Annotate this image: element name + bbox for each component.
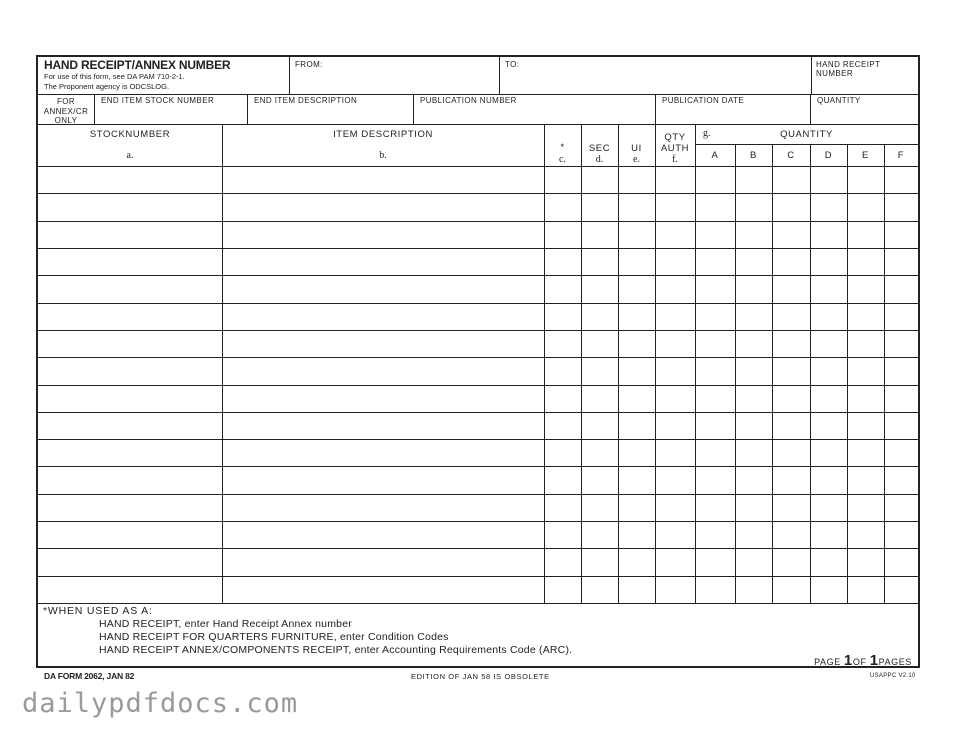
qty-f-cell[interactable]	[887, 223, 915, 246]
page-indicator: PAGE 1OF 1PAGES	[814, 652, 912, 669]
edition-note: EDITION OF JAN 58 IS OBSOLETE	[411, 672, 550, 681]
stock-number-cell[interactable]	[41, 414, 219, 437]
sec-cell[interactable]	[584, 359, 615, 382]
item-description-cell[interactable]	[225, 550, 541, 573]
star-header: *	[560, 142, 565, 153]
qty-f-cell[interactable]	[887, 387, 915, 410]
quantity-g-sub: g.	[703, 128, 711, 139]
ui-cell[interactable]	[621, 277, 652, 300]
ui-cell[interactable]	[621, 305, 652, 328]
qty-auth-cell[interactable]	[658, 359, 692, 382]
table-row	[38, 275, 918, 302]
qty-c-cell[interactable]	[775, 578, 807, 601]
qty-auth-cell[interactable]	[658, 250, 692, 273]
ui-cell[interactable]	[621, 195, 652, 218]
qty-f-cell[interactable]	[887, 168, 915, 191]
qty-b-cell[interactable]	[738, 332, 769, 355]
qty-c-cell[interactable]	[775, 332, 807, 355]
table-row	[38, 494, 918, 521]
stock-number-cell[interactable]	[41, 223, 219, 246]
qty-b-cell[interactable]	[738, 523, 769, 546]
sec-cell[interactable]	[584, 332, 615, 355]
star-cell[interactable]	[547, 250, 578, 273]
qty-d-cell[interactable]	[813, 250, 844, 273]
use-note: For use of this form, see DA PAM 710-2-1.	[44, 72, 185, 81]
qty-f-cell[interactable]	[887, 195, 915, 218]
item-description-cell[interactable]	[225, 414, 541, 437]
qty-d-cell[interactable]	[813, 223, 844, 246]
qty-auth-sub: f.	[672, 154, 678, 165]
stock-number-cell[interactable]	[41, 359, 219, 382]
qty-e-cell[interactable]	[850, 578, 881, 601]
from-field[interactable]	[294, 69, 498, 91]
sec-cell[interactable]	[584, 441, 615, 464]
ui-cell[interactable]	[621, 496, 652, 519]
item-description-header: ITEM DESCRIPTION	[333, 129, 433, 140]
qty-c-cell[interactable]	[775, 277, 807, 300]
proponent-note: The Proponent agency is ODCSLOG.	[44, 82, 170, 91]
table-row	[38, 330, 918, 357]
qty-a-cell[interactable]	[698, 223, 732, 246]
sec-cell[interactable]	[584, 223, 615, 246]
stock-number-sub: a.	[126, 150, 134, 161]
table-row	[38, 166, 918, 193]
ui-header: UI	[631, 143, 642, 154]
item-description-cell[interactable]	[225, 359, 541, 382]
page-total[interactable]: 1	[869, 652, 879, 669]
qty-e-cell[interactable]	[850, 441, 881, 464]
qty-f-cell[interactable]	[887, 305, 915, 328]
quantity-col-e: E	[862, 150, 869, 161]
table-row	[38, 248, 918, 275]
star-cell[interactable]	[547, 332, 578, 355]
sec-sub: d.	[595, 154, 604, 165]
qty-e-cell[interactable]	[850, 414, 881, 437]
qty-d-cell[interactable]	[813, 468, 844, 491]
item-description-cell[interactable]	[225, 496, 541, 519]
star-cell[interactable]	[547, 468, 578, 491]
sec-cell[interactable]	[584, 305, 615, 328]
qty-e-cell[interactable]	[850, 277, 881, 300]
stock-number-cell[interactable]	[41, 387, 219, 410]
qty-b-cell[interactable]	[738, 305, 769, 328]
to-field[interactable]	[504, 69, 810, 91]
qty-e-cell[interactable]	[850, 550, 881, 573]
table-row	[38, 521, 918, 548]
qty-f-cell[interactable]	[887, 414, 915, 437]
qty-c-cell[interactable]	[775, 168, 807, 191]
star-cell[interactable]	[547, 441, 578, 464]
qty-a-cell[interactable]	[698, 441, 732, 464]
qty-a-cell[interactable]	[698, 550, 732, 573]
quantity-header: QUANTITY	[780, 129, 833, 140]
table-row	[38, 221, 918, 248]
qty-e-cell[interactable]	[850, 468, 881, 491]
table-row	[38, 466, 918, 493]
qty-d-cell[interactable]	[813, 414, 844, 437]
qty-b-cell[interactable]	[738, 277, 769, 300]
qty-b-cell[interactable]	[738, 550, 769, 573]
sec-cell[interactable]	[584, 468, 615, 491]
qty-f-cell[interactable]	[887, 277, 915, 300]
when-used-label: *WHEN USED AS A:	[43, 605, 153, 617]
qty-f-cell[interactable]	[887, 359, 915, 382]
stock-number-cell[interactable]	[41, 496, 219, 519]
qty-auth-cell[interactable]	[658, 496, 692, 519]
quantity-col-f: F	[897, 150, 905, 161]
item-description-cell[interactable]	[225, 305, 541, 328]
qty-auth-header: QTY AUTH	[660, 132, 690, 154]
table-row	[38, 412, 918, 439]
form-title: HAND RECEIPT/ANNEX NUMBER	[44, 58, 231, 72]
qty-b-cell[interactable]	[738, 195, 769, 218]
hand-receipt-number-field[interactable]	[814, 79, 914, 93]
watermark: dailypdfdocs.com	[22, 688, 299, 719]
qty-a-cell[interactable]	[698, 468, 732, 491]
version-label: USAPPC V2.10	[870, 673, 916, 679]
qty-a-cell[interactable]	[698, 332, 732, 355]
star-cell[interactable]	[547, 496, 578, 519]
star-cell[interactable]	[547, 414, 578, 437]
star-cell[interactable]	[547, 359, 578, 382]
qty-auth-cell[interactable]	[658, 332, 692, 355]
qty-f-cell[interactable]	[887, 523, 915, 546]
qty-d-cell[interactable]	[813, 496, 844, 519]
sec-cell[interactable]	[584, 550, 615, 573]
qty-auth-cell[interactable]	[658, 387, 692, 410]
stock-number-cell[interactable]	[41, 578, 219, 601]
qty-f-cell[interactable]	[887, 578, 915, 601]
quantity-col-d: D	[824, 150, 833, 161]
sec-cell[interactable]	[584, 168, 615, 191]
ui-cell[interactable]	[621, 441, 652, 464]
qty-e-cell[interactable]	[850, 332, 881, 355]
qty-b-cell[interactable]	[738, 578, 769, 601]
ui-cell[interactable]	[621, 468, 652, 491]
qty-a-cell[interactable]	[698, 387, 732, 410]
qty-auth-cell[interactable]	[658, 578, 692, 601]
qty-a-cell[interactable]	[698, 195, 732, 218]
qty-e-cell[interactable]	[850, 250, 881, 273]
star-cell[interactable]	[547, 223, 578, 246]
item-rows	[38, 166, 918, 603]
qty-auth-cell[interactable]	[658, 277, 692, 300]
qty-d-cell[interactable]	[813, 332, 844, 355]
ui-cell[interactable]	[621, 168, 652, 191]
star-cell[interactable]	[547, 578, 578, 601]
sec-cell[interactable]	[584, 523, 615, 546]
item-description-cell[interactable]	[225, 223, 541, 246]
qty-auth-cell[interactable]	[658, 468, 692, 491]
qty-b-cell[interactable]	[738, 387, 769, 410]
table-row	[38, 385, 918, 412]
qty-a-cell[interactable]	[698, 578, 732, 601]
qty-f-cell[interactable]	[887, 496, 915, 519]
item-description-cell[interactable]	[225, 387, 541, 410]
hand-receipt-form	[36, 55, 920, 668]
table-row	[38, 439, 918, 466]
qty-a-cell[interactable]	[698, 414, 732, 437]
qty-a-cell[interactable]	[698, 496, 732, 519]
qty-b-cell[interactable]	[738, 496, 769, 519]
ui-cell[interactable]	[621, 223, 652, 246]
qty-e-cell[interactable]	[850, 195, 881, 218]
sec-cell[interactable]	[584, 496, 615, 519]
qty-c-cell[interactable]	[775, 523, 807, 546]
qty-c-cell[interactable]	[775, 496, 807, 519]
qty-e-cell[interactable]	[850, 387, 881, 410]
star-cell[interactable]	[547, 550, 578, 573]
qty-e-cell[interactable]	[850, 305, 881, 328]
item-description-sub: b.	[379, 150, 387, 161]
stock-number-cell[interactable]	[41, 195, 219, 218]
qty-b-cell[interactable]	[738, 468, 769, 491]
qty-d-cell[interactable]	[813, 441, 844, 464]
end-item-description-label: END ITEM DESCRIPTION	[254, 96, 358, 105]
qty-f-cell[interactable]	[887, 550, 915, 573]
sec-cell[interactable]	[584, 250, 615, 273]
to-label: TO:	[505, 60, 520, 69]
ui-sub: e.	[633, 154, 640, 165]
qty-b-cell[interactable]	[738, 250, 769, 273]
qty-d-cell[interactable]	[813, 359, 844, 382]
qty-auth-cell[interactable]	[658, 305, 692, 328]
quantity-col-c: C	[787, 150, 795, 161]
star-cell[interactable]	[547, 387, 578, 410]
qty-a-cell[interactable]	[698, 523, 732, 546]
qty-c-cell[interactable]	[775, 305, 807, 328]
qty-d-cell[interactable]	[813, 387, 844, 410]
page-number[interactable]: 1	[843, 652, 853, 669]
qty-e-cell[interactable]	[850, 168, 881, 191]
qty-d-cell[interactable]	[813, 305, 844, 328]
qty-e-cell[interactable]	[850, 359, 881, 382]
ui-cell[interactable]	[621, 414, 652, 437]
qty-d-cell[interactable]	[813, 195, 844, 218]
qty-c-cell[interactable]	[775, 441, 807, 464]
item-description-cell[interactable]	[225, 277, 541, 300]
form-id: DA FORM 2062, JAN 82	[44, 671, 135, 681]
qty-c-cell[interactable]	[775, 468, 807, 491]
qty-a-cell[interactable]	[698, 305, 732, 328]
qty-c-cell[interactable]	[775, 550, 807, 573]
qty-c-cell[interactable]	[775, 387, 807, 410]
qty-a-cell[interactable]	[698, 250, 732, 273]
qty-d-cell[interactable]	[813, 550, 844, 573]
item-description-cell[interactable]	[225, 332, 541, 355]
qty-auth-cell[interactable]	[658, 195, 692, 218]
stock-number-cell[interactable]	[41, 305, 219, 328]
qty-d-cell[interactable]	[813, 578, 844, 601]
qty-e-cell[interactable]	[850, 496, 881, 519]
star-cell[interactable]	[547, 168, 578, 191]
qty-b-cell[interactable]	[738, 414, 769, 437]
qty-f-cell[interactable]	[887, 468, 915, 491]
ui-cell[interactable]	[621, 250, 652, 273]
qty-b-cell[interactable]	[738, 359, 769, 382]
qty-b-cell[interactable]	[738, 168, 769, 191]
qty-c-cell[interactable]	[775, 223, 807, 246]
table-row	[38, 548, 918, 575]
ui-cell[interactable]	[621, 332, 652, 355]
qty-b-cell[interactable]	[738, 223, 769, 246]
qty-c-cell[interactable]	[775, 359, 807, 382]
qty-auth-cell[interactable]	[658, 441, 692, 464]
item-description-cell[interactable]	[225, 578, 541, 601]
table-row	[38, 193, 918, 220]
footer-line-1: HAND RECEIPT, enter Hand Receipt Annex number	[99, 618, 352, 630]
publication-date-label: PUBLICATION DATE	[662, 96, 745, 105]
table-row	[38, 303, 918, 330]
qty-c-cell[interactable]	[775, 195, 807, 218]
stock-number-cell[interactable]	[41, 277, 219, 300]
sec-header: SEC	[588, 143, 611, 154]
qty-auth-cell[interactable]	[658, 550, 692, 573]
ui-cell[interactable]	[621, 550, 652, 573]
qty-auth-cell[interactable]	[658, 414, 692, 437]
qty-d-cell[interactable]	[813, 523, 844, 546]
stock-number-cell[interactable]	[41, 523, 219, 546]
footer-line-3: HAND RECEIPT ANNEX/COMPONENTS RECEIPT, enter Accounting Requirements Code (ARC).	[99, 644, 573, 656]
ui-cell[interactable]	[621, 359, 652, 382]
qty-a-cell[interactable]	[698, 168, 732, 191]
stock-number-cell[interactable]	[41, 332, 219, 355]
publication-number-label: PUBLICATION NUMBER	[420, 96, 517, 105]
stock-number-cell[interactable]	[41, 550, 219, 573]
quantity-col-a: A	[711, 150, 719, 161]
item-description-cell[interactable]	[225, 195, 541, 218]
for-annex-cr-only-label: FOR ANNEX/CR ONLY	[43, 97, 89, 125]
item-description-cell[interactable]	[225, 523, 541, 546]
from-label: FROM:	[295, 60, 323, 69]
star-cell[interactable]	[547, 195, 578, 218]
qty-b-cell[interactable]	[738, 441, 769, 464]
qty-a-cell[interactable]	[698, 359, 732, 382]
sec-cell[interactable]	[584, 387, 615, 410]
table-row	[38, 576, 918, 603]
qty-f-cell[interactable]	[887, 250, 915, 273]
qty-c-cell[interactable]	[775, 414, 807, 437]
hand-receipt-number-label: HAND RECEIPT NUMBER	[816, 60, 881, 78]
stock-number-cell[interactable]	[41, 468, 219, 491]
sec-cell[interactable]	[584, 195, 615, 218]
item-description-cell[interactable]	[225, 468, 541, 491]
sec-cell[interactable]	[584, 277, 615, 300]
item-description-cell[interactable]	[225, 168, 541, 191]
qty-c-cell[interactable]	[775, 250, 807, 273]
star-cell[interactable]	[547, 277, 578, 300]
qty-e-cell[interactable]	[850, 223, 881, 246]
qty-auth-cell[interactable]	[658, 523, 692, 546]
stock-number-cell[interactable]	[41, 250, 219, 273]
sec-cell[interactable]	[584, 414, 615, 437]
table-row	[38, 357, 918, 384]
qty-auth-cell[interactable]	[658, 223, 692, 246]
qty-d-cell[interactable]	[813, 277, 844, 300]
item-description-cell[interactable]	[225, 250, 541, 273]
quantity-label: QUANTITY	[817, 96, 861, 105]
star-sub: c.	[559, 154, 566, 165]
stock-number-cell[interactable]	[41, 168, 219, 191]
qty-d-cell[interactable]	[813, 168, 844, 191]
ui-cell[interactable]	[621, 578, 652, 601]
star-cell[interactable]	[547, 523, 578, 546]
stock-number-cell[interactable]	[41, 441, 219, 464]
qty-f-cell[interactable]	[887, 332, 915, 355]
qty-a-cell[interactable]	[698, 277, 732, 300]
stock-number-header: STOCKNUMBER	[89, 129, 171, 140]
ui-cell[interactable]	[621, 523, 652, 546]
quantity-col-b: B	[750, 150, 757, 161]
qty-auth-cell[interactable]	[658, 168, 692, 191]
qty-e-cell[interactable]	[850, 523, 881, 546]
star-cell[interactable]	[547, 305, 578, 328]
qty-f-cell[interactable]	[887, 441, 915, 464]
footer-line-2: HAND RECEIPT FOR QUARTERS FURNITURE, enter Condition Codes	[99, 631, 449, 643]
ui-cell[interactable]	[621, 387, 652, 410]
item-description-cell[interactable]	[225, 441, 541, 464]
sec-cell[interactable]	[584, 578, 615, 601]
end-item-stock-number-label: END ITEM STOCK NUMBER	[101, 96, 215, 105]
